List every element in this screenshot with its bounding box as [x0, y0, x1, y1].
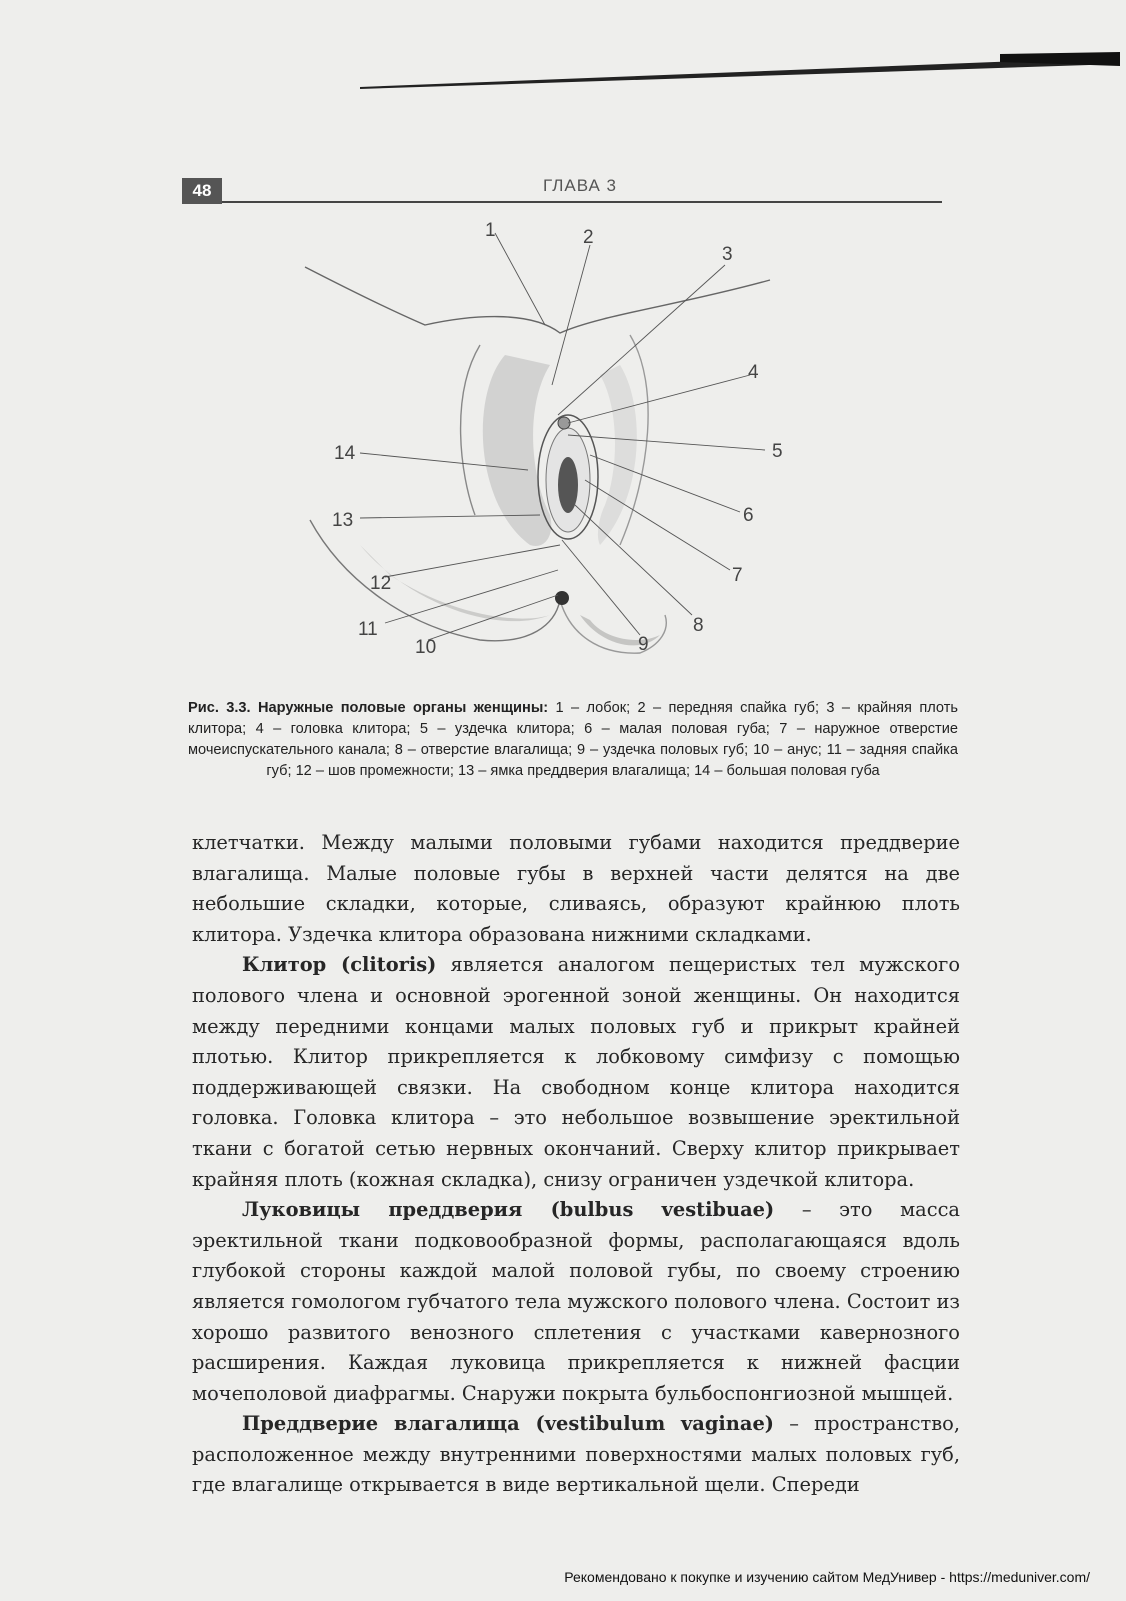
- chapter-title: ГЛАВА 3: [542, 176, 618, 195]
- term-vestibulum: Преддверие влагалища (vestibulum vaginae): [242, 1412, 774, 1436]
- figure-label-13: 13: [332, 510, 354, 531]
- figure-label-11: 11: [358, 619, 378, 640]
- figure-caption: [188, 698, 958, 782]
- paragraph-4: [192, 1409, 960, 1501]
- figure-label-3: 3: [722, 244, 733, 265]
- figure-label-10: 10: [415, 637, 437, 658]
- paragraph-2-text: является аналогом пещеристых тел мужского полового члена и основной эрогенной зоной женщины. Он находится между передними концами малых половых губ и прикрыт крайней плотью. Клитор прикрепляется к лобковому симфизу с помощью поддерживающей связки. На свободном конце клитора находится головка. Головка клитора – это небольшое возвышение эректильной ткани с богатой сетью нервных окончаний. Сверху клитор прикрывает крайняя плоть (кожная складка), снизу ограничен уздечкой клитора.: [192, 953, 960, 1191]
- header-rule: [222, 201, 942, 203]
- footer-note: Рекомендовано к покупке и изучению сайтом МедУнивер - https://meduniver.com/: [564, 1569, 1090, 1585]
- figure-label-4: 4: [748, 362, 759, 383]
- figure-label-9: 9: [638, 634, 649, 655]
- figure-label-8: 8: [693, 615, 704, 636]
- paragraph-2: [192, 950, 960, 1195]
- page-edge-shadow: [360, 52, 1120, 92]
- figure-label-1: 1: [485, 220, 496, 241]
- figure-label-7: 7: [732, 565, 743, 586]
- term-bulbus: Луковицы преддверия (bulbus vestibuae): [242, 1198, 775, 1222]
- figure-label-2: 2: [583, 227, 594, 248]
- figure-label-14: 14: [334, 443, 356, 464]
- figure-label-12: 12: [370, 573, 392, 594]
- body-text: [192, 828, 960, 1501]
- page-number: 48: [182, 178, 222, 204]
- term-clitoris: Клитор (clitoris): [242, 953, 437, 977]
- paragraph-3-text: – это масса эректильной ткани подковообразной формы, располагающаяся вдоль глубокой стороны каждой малой половой губы, по своему строению является гомологом губчатого тела мужского полового члена. Состоит из хорошо развитого венозного сплетения с участками кавернозного расширения. Каждая луковица прикрепляется к нижней фасции мочеполовой диафрагмы. Снаружи покрыта бульбоспонгиозной мышцей.: [192, 1198, 960, 1405]
- caption-text: 1 – лобок; 2 – передняя спайка губ; 3 – крайняя плоть клитора; 4 – головка клитора; 5 – уздечка клитора; 6 – малая половая губа; 7 – наружное отверстие мочеиспускательного канала; 8 – отверстие влагалища; 9 – уздечка половых губ; 10 – анус; 11 – задняя спайка губ; 12 – шов промежности; 13 – ямка преддверия влагалища; 14 – большая половая губа: [188, 700, 958, 779]
- figure-label-6: 6: [743, 505, 754, 526]
- paragraph-3: [192, 1195, 960, 1409]
- figure-label-5: 5: [772, 441, 783, 462]
- paragraph-4-text: – пространство, расположенное между внутренними поверхностями малых половых губ, где влагалище открывается в виде вертикальной щели. Спереди: [192, 1412, 960, 1497]
- anatomy-figure: [300, 215, 860, 675]
- caption-title: Рис. 3.3. Наружные половые органы женщины:: [188, 700, 549, 716]
- paragraph-1: клетчатки. Между малыми половыми губами находится преддверие влагалища. Малые половые губы в верхней части делятся на две небольшие складки, которые, сливаясь, образуют крайнюю плоть клитора. Уздечка клитора образована нижними складками.: [192, 831, 960, 946]
